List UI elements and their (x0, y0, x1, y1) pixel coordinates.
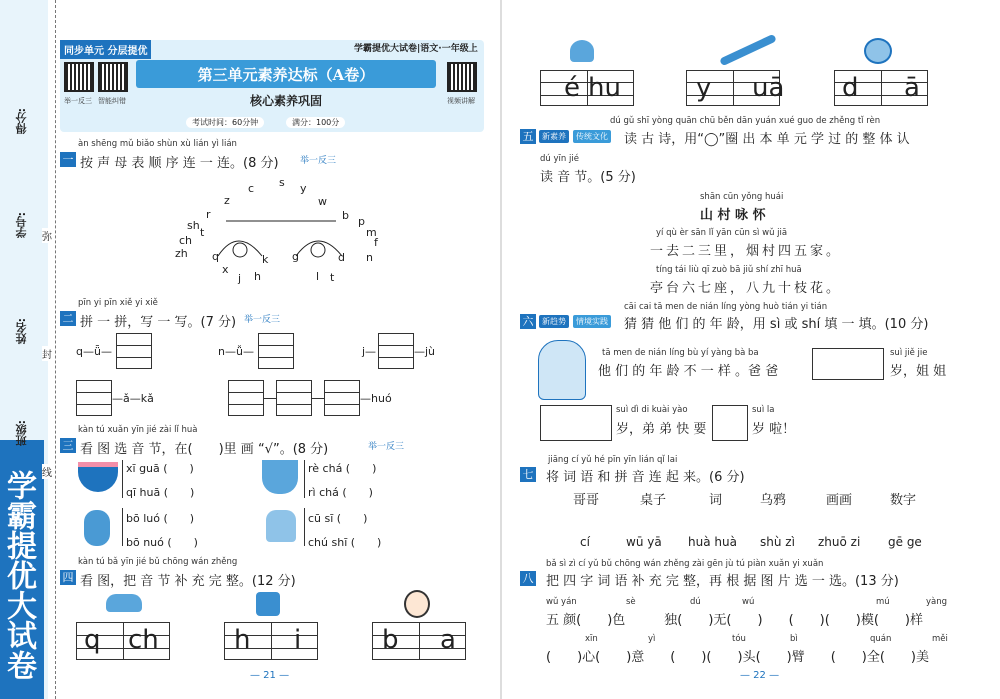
q6-s2: 岁，弟 弟 快 要 (616, 422, 707, 437)
page-number-right: — 22 — (740, 670, 780, 681)
face-icon (404, 590, 430, 618)
q1-letter: z (224, 194, 230, 207)
q7-word: 数字 (890, 493, 917, 508)
q1-letter: m (366, 226, 377, 239)
q1-letter: j (238, 272, 242, 285)
q1-letter: p (358, 215, 365, 228)
q2-grid-7[interactable] (324, 380, 360, 416)
q2-grid-1[interactable] (116, 333, 152, 369)
car-icon (106, 594, 142, 612)
q8-r2-pinyin: quán (870, 634, 892, 644)
poem-title: 山 村 咏 怀 (700, 208, 766, 223)
q1-letter: sh (187, 219, 200, 232)
id-label: 学号: (15, 212, 28, 239)
watermelon-icon (78, 462, 118, 492)
q2-number: 二 (60, 311, 76, 326)
fox-icon (256, 592, 280, 616)
q2-item-4: —jù (414, 345, 436, 358)
q1-letter: q (212, 250, 219, 263)
q1-letter: c (248, 182, 255, 195)
poem-line-1-pinyin: yí qù èr sān lǐ yān cūn sì wǔ jiā (656, 228, 788, 238)
q1-letter: x (222, 263, 229, 276)
q2-item-2: n—ǚ— (218, 345, 254, 358)
poem-line-1: 一去二三里，烟村四五家。 (650, 244, 843, 259)
q6-tag-2: 情境实践 (573, 315, 611, 328)
q8-r2-pinyin: xīn (585, 634, 598, 644)
q2-dash (312, 398, 324, 399)
q4-pinyin: kàn tú bǎ yīn jié bǔ chōng wán zhěng (78, 557, 238, 567)
q8-r2-pinyin: bì (790, 634, 798, 644)
q3-option[interactable]: bō nuó ( ) (126, 536, 198, 549)
q3-option[interactable]: qī huā ( ) (126, 486, 195, 499)
q1-letter: d (338, 251, 345, 264)
q7-pin: zhuō zi (818, 535, 861, 549)
score-info: 满分：100分 (286, 117, 345, 128)
q2-grid-4[interactable] (76, 380, 112, 416)
q1-letter: f (374, 236, 378, 249)
q2-grid-5[interactable] (228, 380, 264, 416)
q8-r1-pinyin: wǔ yán (546, 597, 577, 607)
q8-r1-pinyin: wú (742, 597, 755, 607)
q5-pinyin: dú gǔ shī yòng quān chū běn dān yuán xué guo de zhěng tǐ rèn (610, 116, 881, 126)
q2-grid-3[interactable] (378, 333, 414, 369)
q1-letter: g (292, 250, 299, 263)
q3-option[interactable]: rè chá ( ) (308, 462, 377, 475)
q1-number: 一 (60, 152, 76, 167)
q6-answer-box-3[interactable] (712, 405, 748, 441)
q2-item-5: —ǎ—kǎ (112, 392, 154, 405)
q6-s1b: 岁，姐 姐 (890, 364, 947, 379)
r-grid-1-text-a: é (564, 73, 580, 103)
q1-letter: w (318, 195, 327, 208)
q6-number: 六 (520, 314, 536, 329)
tea-icon (262, 460, 298, 494)
q7-word: 词 (709, 493, 723, 508)
page-title: 第三单元素养达标（A卷） (197, 66, 375, 84)
r-grid-2-text-a: y (696, 73, 712, 103)
q1-text: 按 声 母 表 顺 序 连 一 连。(8 分) (80, 156, 279, 171)
r-grid-2-text-b: uā (752, 73, 785, 103)
right-header: 学霸提优大试卷|语文·一年级上 (354, 44, 478, 54)
q1-letter: k (262, 253, 269, 266)
q7-word: 乌鸦 (760, 493, 787, 508)
q4-number: 四 (60, 570, 76, 585)
q6-tag-1: 新趋势 (539, 315, 569, 328)
q1-letter: zh (175, 247, 188, 260)
q7-text: 将 词 语 和 拼 音 连 起 来。(6 分) (546, 470, 745, 485)
q2-item-3: j— (362, 345, 377, 358)
q1-letter: b (342, 209, 349, 222)
q5-tag-1: 新素养 (539, 130, 569, 143)
q8-r1-pinyin: dú (690, 597, 701, 607)
q2-pinyin: pīn yi pīn xiě yi xiě (78, 298, 158, 308)
q5-number: 五 (520, 129, 536, 144)
poem-title-pinyin: shān cūn yǒng huái (700, 192, 784, 202)
q8-number: 八 (520, 571, 536, 586)
seal-xian: 线 (42, 464, 52, 479)
q4-grid-3-text-a: b (382, 625, 399, 655)
frog-icon (864, 38, 892, 64)
q1-letter: y (300, 182, 307, 195)
q7-word: 画画 (826, 493, 853, 508)
q2-dash (264, 398, 276, 399)
q7-word: 哥哥 (573, 493, 600, 508)
q3-option[interactable]: rì chá ( ) (308, 486, 373, 499)
q6-s1b-pinyin: suì jiě jie (890, 348, 928, 358)
q6-answer-box-2[interactable] (540, 405, 612, 441)
q1-letter: s (279, 176, 285, 189)
q1-pinyin: àn shēng mǔ biǎo shùn xù lián yì lián (78, 139, 237, 149)
q8-r1-pinyin: yàng (926, 597, 948, 607)
q4-grid-2-text-b: i (294, 625, 302, 655)
q2-grid-2[interactable] (258, 333, 294, 369)
q8-text: 把 四 字 词 语 补 充 完 整，再 根 据 图 片 选 一 选。(13 分) (546, 574, 899, 589)
qr-label-2: 智能纠错 (98, 97, 126, 105)
q5-text-2: 读 音 节。(5 分) (540, 170, 636, 185)
q1-letter: r (206, 208, 211, 221)
q3-option[interactable]: chú shī ( ) (308, 536, 382, 549)
seal-mi: 弥 (42, 228, 52, 243)
q8-r2-pinyin: yì (648, 634, 656, 644)
q4-grid-2-text-a: h (234, 625, 251, 655)
q8-row-1[interactable]: 五 颜( )色 独( )无( ) ( )( )模( )样 (546, 613, 923, 628)
q7-word: 桌子 (640, 493, 667, 508)
q2-item-1: q—ǖ— (76, 345, 112, 358)
q4-grid-1-text-a: q (84, 625, 101, 655)
family-icon (538, 340, 586, 400)
qr-code-1 (64, 62, 94, 92)
q5-pinyin-2: dú yīn jié (540, 154, 579, 164)
q2-item-6: —huó (360, 392, 392, 405)
q8-pinyin: bǎ sì zì cí yǔ bǔ chōng wán zhěng zài gēn jù tú piàn xuǎn yi xuǎn (546, 559, 824, 569)
q8-r2-pinyin: měi (932, 634, 948, 644)
q1-letter: t (200, 226, 205, 239)
q3-tag: 举一反三 (368, 442, 405, 452)
q2-text: 拼 一 拼，写 一 写。(7 分) (80, 315, 237, 330)
q7-pin: cí (580, 535, 590, 549)
page-gutter (500, 0, 502, 699)
seal-feng: 封 (42, 346, 52, 361)
q7-pin: gē ge (888, 535, 922, 549)
q3-option[interactable]: cū sī ( ) (308, 512, 368, 525)
name-label: 姓名: (15, 318, 28, 345)
class-label: 班级: (15, 420, 28, 447)
qr-label-1: 举一反三 (64, 97, 92, 105)
q6-pinyin: cāi cai tā men de nián líng yòng huò tián yi tián (624, 302, 828, 312)
r-grid-3-text-b: ā (904, 73, 920, 103)
q7-pin: huà huà (688, 535, 737, 549)
q6-text: 猜 猜 他 们 的 年 龄，用 sì 或 shí 填 一 填。(10 分) (624, 317, 929, 332)
q7-pin: shù zì (760, 535, 795, 549)
q1-letter: h (254, 270, 261, 283)
poem-line-2-pinyin: tíng tái liù qī zuò bā jiǔ shí zhī huā (656, 265, 802, 275)
qr-code-2 (98, 62, 128, 92)
q3-text: 看 图 选 音 节，在( )里 画 “√”。(8 分) (80, 442, 329, 457)
q1-letter: l (316, 270, 320, 283)
q1-letter: ch (179, 234, 193, 247)
toothbrush-icon (719, 34, 777, 67)
r-grid-3-text-a: d (842, 73, 859, 103)
r-grid-1-text-b: hu (588, 73, 621, 103)
poem-line-2: 亭台六七座，八九十枝花。 (650, 281, 843, 296)
lotus-icon (570, 40, 594, 62)
q3-pinyin: kàn tú xuǎn yīn jié zài lǐ huà (78, 425, 198, 435)
pineapple-icon (84, 510, 110, 546)
page-number-left: — 21 — (250, 670, 290, 681)
q5-text: 读 古 诗，用“◯”圈 出 本 单 元 学 过 的 整 体 认 (624, 132, 910, 147)
q8-r2-pinyin: tóu (732, 634, 746, 644)
q5-tag-2: 传统文化 (573, 130, 611, 143)
q8-r1-pinyin: mú (876, 597, 890, 607)
q6-s2-pinyin: suì dì di kuài yào (616, 405, 688, 415)
page-subtitle: 核心素养巩固 (249, 94, 322, 108)
q6-s2b: 岁 啦！ (752, 422, 796, 437)
q6-s1-pinyin: tā men de nián líng bù yí yàng bà ba (602, 348, 759, 358)
q3-number: 三 (60, 438, 76, 453)
qr-label-3: 视频讲解 (447, 97, 475, 105)
q7-pinyin: jiāng cí yǔ hé pīn yīn lián qǐ lai (548, 455, 678, 465)
header-tag: 同步单元 分层提优 (60, 40, 151, 59)
chef-icon (266, 510, 296, 542)
brand-text: 学霸提优大试卷 (1, 470, 36, 680)
q1-tag: 举一反三 (300, 156, 337, 166)
time-info: 考试时间：60分钟 (186, 117, 264, 128)
q6-s2b-pinyin: suì la (752, 405, 775, 415)
q8-row-2[interactable]: ( )心( )意 ( )( )头( )臂 ( )全( )美 (546, 650, 930, 665)
q4-grid-1-text-b: ch (128, 625, 159, 655)
q6-answer-box-1[interactable] (812, 348, 884, 380)
dash-line (55, 0, 56, 699)
q7-pin: wū yā (626, 535, 662, 549)
qr-code-3 (447, 62, 477, 92)
q7-number: 七 (520, 467, 536, 482)
q2-tag: 举一反三 (244, 315, 281, 325)
q2-grid-6[interactable] (276, 380, 312, 416)
q4-grid-3-text-b: a (440, 625, 456, 655)
q3-option[interactable]: bō luó ( ) (126, 512, 195, 525)
q8-r1-pinyin: sè (626, 597, 636, 607)
q3-option[interactable]: xī guā ( ) (126, 462, 194, 475)
score-label: 得分: (15, 108, 28, 135)
q4-text: 看 图，把 音 节 补 充 完 整。(12 分) (80, 574, 296, 589)
q6-s1: 他 们 的 年 龄 不 一 样 。爸 爸 (598, 364, 779, 379)
q1-letter: n (366, 251, 373, 264)
q1-letter: t (330, 271, 335, 284)
